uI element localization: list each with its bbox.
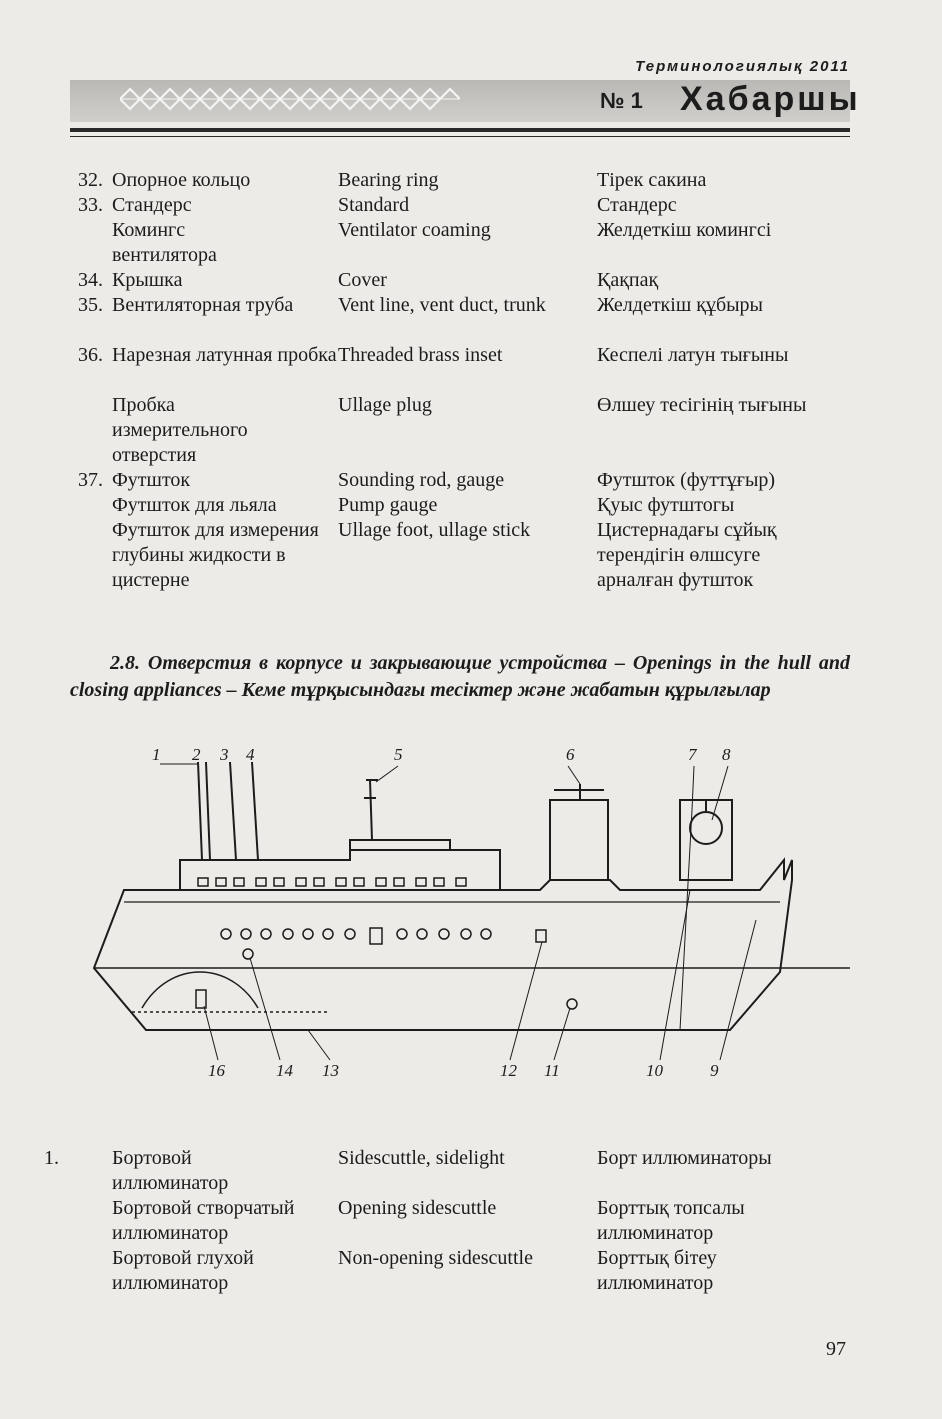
diagram-label: 5 — [394, 745, 403, 764]
term-kz: Футшток (футтұғыр) — [597, 469, 776, 491]
term-en: Threaded brass inset — [338, 344, 503, 366]
term-kz: Цистернадағы сұйық терендігін өлшсуге арналған футшток — [597, 519, 777, 591]
ship-diagram — [80, 740, 860, 1080]
diagram-label: 12 — [500, 1061, 517, 1080]
term-kz: Желдеткіш құбыры — [597, 294, 763, 316]
header-rule-thin — [70, 136, 850, 137]
term-kz: Желдеткіш комингсі — [597, 219, 772, 241]
terms-table-top — [78, 168, 868, 593]
term-row: 33. Стандерс Standard Стандерс — [78, 193, 868, 218]
term-kz: Тірек сакина — [597, 169, 707, 191]
issue-number: № 1 — [600, 88, 643, 113]
term-en: Non-opening sidescuttle — [338, 1247, 533, 1269]
term-kz: Кеспелі латун тығыны — [597, 344, 789, 366]
term-row — [78, 1196, 868, 1246]
term-ru: Бортовой глухой иллюминатор — [112, 1247, 254, 1294]
term-row: 35. Вентиляторная труба Vent line, vent duct, trunk Желдеткіш құбыры — [78, 293, 868, 343]
term-ru: Стандерс — [112, 194, 192, 216]
diagram-label: 7 — [688, 745, 697, 764]
term-ru: Опорное кольцо — [112, 169, 251, 191]
term-row — [78, 393, 868, 468]
term-ru: Футшток для измерения глубины жидкости в цистерне — [112, 519, 319, 591]
term-kz: Стандерс — [597, 194, 677, 216]
diagram-label: 2 — [192, 745, 201, 764]
term-ru: Бортовой створчатый иллюминатор — [112, 1197, 295, 1244]
term-ru: Комингс вентилятора — [112, 219, 217, 266]
term-kz: Қақпақ — [597, 269, 659, 291]
header-rule — [70, 128, 850, 132]
term-kz: Борттық бітеу иллюминатор — [597, 1247, 717, 1294]
diagram-label: 13 — [322, 1061, 339, 1080]
term-row — [78, 518, 868, 593]
diagram-label: 11 — [544, 1061, 560, 1080]
term-kz: Өлшеу тесігінің тығыны — [597, 394, 807, 416]
diagram-label: 8 — [722, 745, 731, 764]
term-kz: Қуыс футштогы — [597, 494, 735, 516]
term-en: Ullage foot, ullage stick — [338, 519, 531, 541]
term-row: 32. Опорное кольцо Bearing ring Тірек сакина — [78, 168, 868, 193]
term-en: Standard — [338, 194, 410, 216]
term-en: Ventilator coaming — [338, 219, 491, 241]
term-ru: Футшток — [112, 469, 191, 491]
diagram-label: 14 — [276, 1061, 293, 1080]
terms-table-bottom — [44, 1146, 868, 1296]
ornament-icon — [120, 84, 460, 114]
term-en: Vent line, vent duct, trunk — [338, 294, 546, 316]
term-kz: Борт иллюминаторы — [597, 1147, 772, 1169]
term-row — [78, 1246, 868, 1296]
term-row — [78, 493, 868, 518]
diagram-label: 16 — [208, 1061, 225, 1080]
term-en: Ullage plug — [338, 394, 432, 416]
term-row: 1. Бортовой иллюминатор Sidescuttle, sidelight Борт иллюминаторы — [78, 1146, 868, 1196]
diagram-label: 1 — [152, 745, 161, 764]
term-row: 34. Крышка Cover Қақпақ — [78, 268, 868, 293]
term-row: 36. Нарезная латунная пробка Threaded brass inset Кеспелі латун тығыны — [78, 343, 868, 393]
diagram-label: 3 — [220, 745, 229, 764]
term-row: 37. Футшток Sounding rod, gauge Футшток (футтұғыр) — [78, 468, 868, 493]
term-kz: Борттық топсалы иллюминатор — [597, 1197, 745, 1244]
section-heading: 2.8. Отверстия в корпусе и закрывающие устройства – Openings in the hull and closing appliances – Кеме тұрқысындағы тесіктер және жабатын құрылғылар — [70, 652, 850, 701]
term-ru: Нарезная латунная пробка — [112, 344, 337, 366]
diagram-label: 4 — [246, 745, 255, 764]
journal-brand: Хабаршы — [680, 80, 861, 118]
term-row — [78, 218, 868, 268]
term-en: Pump gauge — [338, 494, 438, 516]
diagram-label: 9 — [710, 1061, 719, 1080]
term-en: Bearing ring — [338, 169, 439, 191]
term-ru: Футшток для льяла — [112, 494, 277, 516]
term-en: Cover — [338, 269, 387, 291]
term-ru: Пробка измерительного отверстия — [112, 394, 248, 466]
term-ru: Бортовой иллюминатор — [112, 1147, 229, 1194]
page-number: 97 — [826, 1338, 846, 1360]
journal-title: Терминологиялық 2011 — [635, 58, 850, 75]
term-en: Sidescuttle, sidelight — [338, 1147, 505, 1169]
term-en: Sounding rod, gauge — [338, 469, 505, 491]
term-ru: Вентиляторная труба — [112, 294, 294, 316]
term-ru: Крышка — [112, 269, 183, 291]
diagram-label: 10 — [646, 1061, 663, 1080]
diagram-label: 6 — [566, 745, 575, 764]
term-en: Opening sidescuttle — [338, 1197, 497, 1219]
